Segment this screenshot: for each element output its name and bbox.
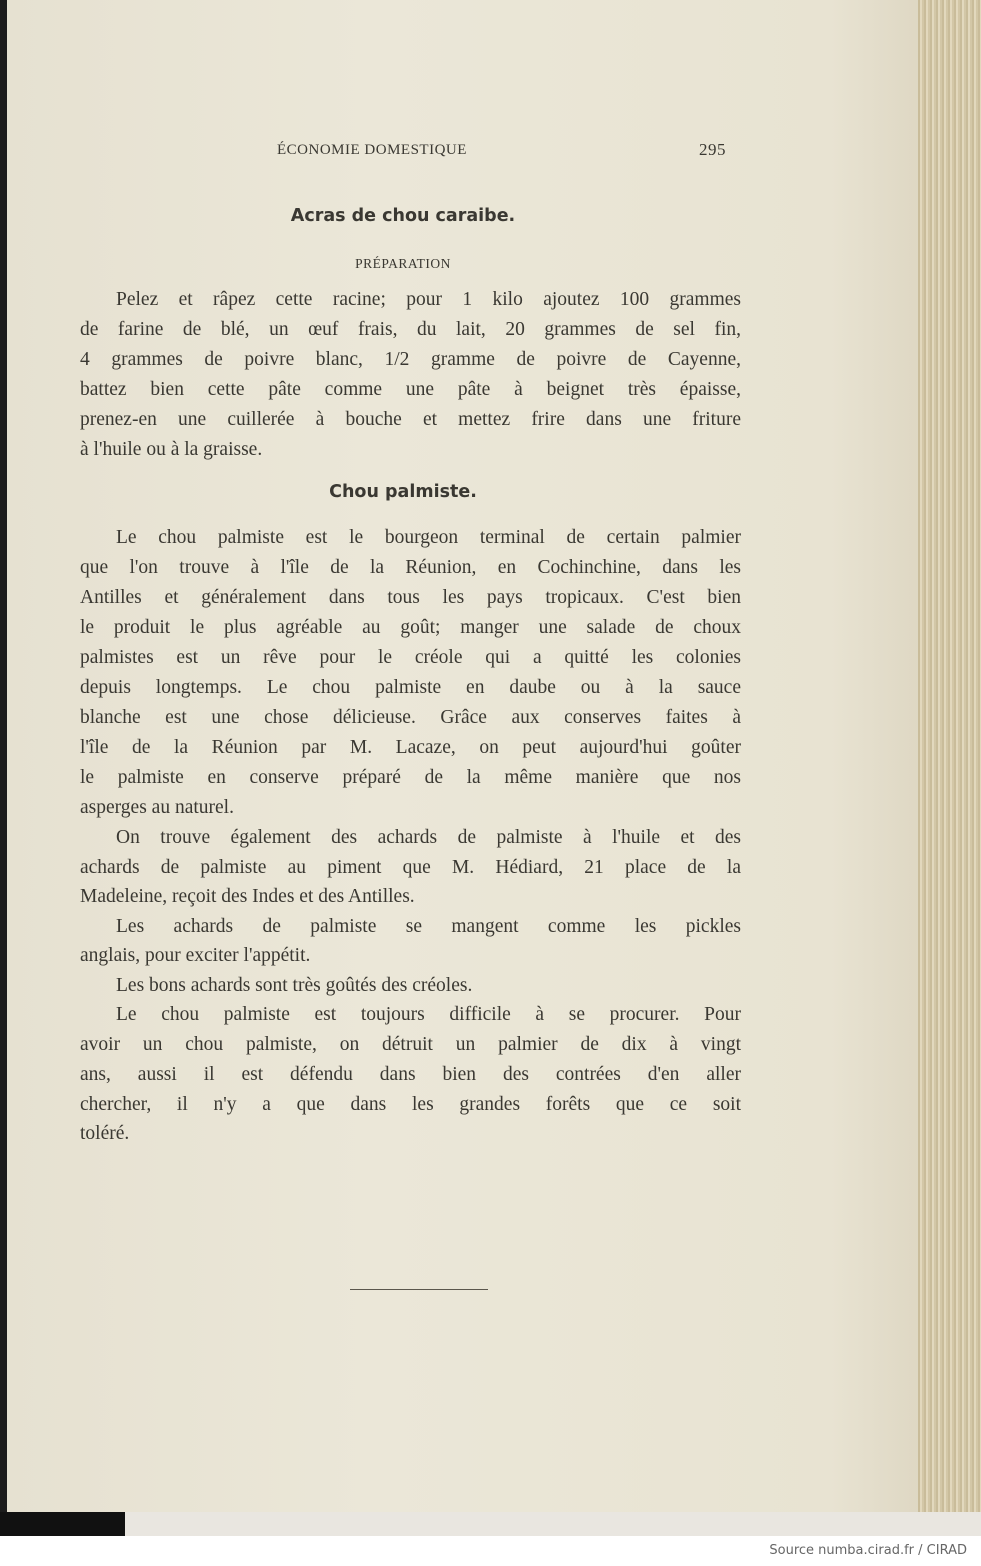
text-line: palmistes est un rêve pour le créole qui a quitté les colonies: [80, 647, 741, 668]
text-line: le palmiste en conserve préparé de la même manière que nos: [80, 767, 741, 788]
text-line: à l'huile ou à la graisse.: [80, 439, 263, 460]
text-line: que l'on trouve à l'île de la Réunion, en Cochinchine, dans les: [80, 557, 741, 578]
text-line: avoir un chou palmiste, on détruit un palmier de dix à vingt: [80, 1034, 741, 1055]
scan-border: [0, 1512, 125, 1536]
page-stack-edge: [918, 0, 981, 1536]
text-line: anglais, pour exciter l'appétit.: [80, 945, 311, 966]
text-line: asperges au naturel.: [80, 797, 234, 818]
text-line: On trouve également des achards de palmiste à l'huile et des: [116, 827, 741, 848]
text-line: Pelez et râpez cette racine; pour 1 kilo ajoutez 100 grammes: [116, 289, 741, 310]
text-line: le produit le plus agréable au goût; manger une salade de choux: [80, 617, 741, 638]
text-line: 4 grammes de poivre blanc, 1/2 gramme de poivre de Cayenne,: [80, 349, 741, 370]
text-line: Madeleine, reçoit des Indes et des Antilles.: [80, 886, 415, 907]
text-line: prenez-en une cuillerée à bouche et mettez frire dans une friture: [80, 409, 741, 430]
text-line: toléré.: [80, 1123, 130, 1144]
text-line: achards de palmiste au piment que M. Hédiard, 21 place de la: [80, 857, 741, 878]
source-credit: Source numba.cirad.fr / CIRAD: [769, 1543, 967, 1558]
text-line: battez bien cette pâte comme une pâte à beignet très épaisse,: [80, 379, 741, 400]
end-rule: [350, 1289, 488, 1290]
page-number: 295: [699, 140, 726, 159]
text-line: Le chou palmiste est toujours difficile à se procurer. Pour: [116, 1004, 741, 1025]
text-line: de farine de blé, un œuf frais, du lait, 20 grammes de sel fin,: [80, 319, 741, 340]
text-line: l'île de la Réunion par M. Lacaze, on peut aujourd'hui goûter: [80, 737, 741, 758]
text-line: depuis longtemps. Le chou palmiste en daube ou à la sauce: [80, 677, 741, 698]
text-line: blanche est une chose délicieuse. Grâce aux conserves faites à: [80, 707, 741, 728]
text-line: Le chou palmiste est le bourgeon terminal de certain palmier: [116, 527, 741, 548]
section-title-chou-palmiste: Chou palmiste.: [329, 482, 477, 502]
text-line: Antilles et généralement dans tous les pays tropicaux. C'est bien: [80, 587, 741, 608]
text-line: Les achards de palmiste se mangent comme les pickles: [116, 916, 741, 937]
text-line: Les bons achards sont très goûtés des créoles.: [116, 975, 473, 996]
scan-margin: [125, 1512, 981, 1536]
section-title-acras: Acras de chou caraibe.: [290, 206, 516, 226]
running-title: ÉCONOMIE DOMESTIQUE: [277, 142, 467, 158]
section-subtitle-preparation: PRÉPARATION: [355, 256, 451, 271]
text-line: chercher, il n'y a que dans les grandes forêts que ce soit: [80, 1094, 741, 1115]
text-line: ans, aussi il est défendu dans bien des contrées d'en aller: [80, 1064, 741, 1085]
